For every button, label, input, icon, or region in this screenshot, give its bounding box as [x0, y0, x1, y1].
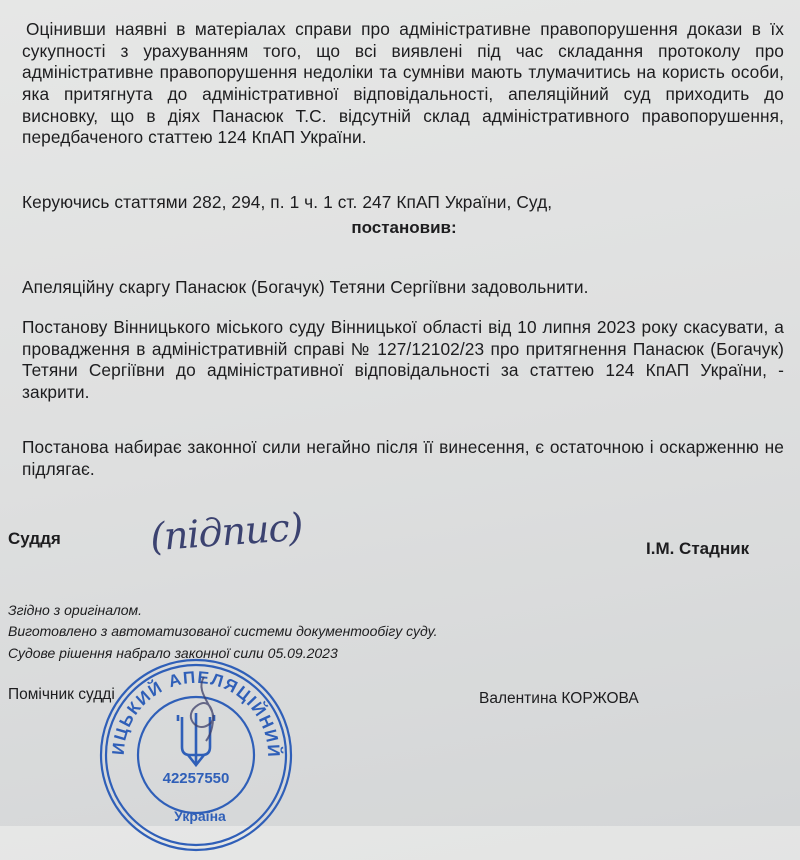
resolution-heading: постановив: — [351, 218, 457, 237]
trident-icon — [178, 713, 214, 765]
seal-arc-text: ИЦЬКИЙ АПЕЛЯЦІЙНИЙ — [108, 667, 284, 759]
certification-line-1: Згідно з оригіналом. — [8, 602, 142, 618]
handwritten-signature-note: (підпис) — [148, 504, 304, 560]
paragraph-legal-basis: Керуючись статтями 282, 294, п. 1 ч. 1 ст. 247 КпАП України, Суд, — [22, 192, 553, 213]
court-seal — [96, 655, 296, 855]
seal-code: 42257550 — [162, 770, 230, 787]
assistant-name: Валентина КОРЖОВА — [479, 690, 639, 707]
judge-title: Суддя — [8, 529, 61, 548]
certification-line-2: Виготовлено з автоматизованої системи документообігу суду. — [8, 623, 438, 639]
certification-line-3: Судове рішення набрало законної сили 05.09.2023 — [8, 645, 338, 661]
assistant-label: Помічник судді — [8, 686, 115, 703]
paragraph-finality: Постанова набирає законної сили негайно після її винесення, є остаточною і оскарженню не підлягає. — [22, 437, 784, 479]
paragraph-decision-cancelled: Постанову Вінницького міського суду Вінницької області від 10 липня 2023 року скасувати, а провадження в адміністративній справі № 127/12102/23 про притягнення Панасюк (Богачук) Тетяни Сергіївни до адміністративної відповідальності за статтею 124 КпАП України, - закрити. — [22, 317, 784, 403]
svg-text:ВІННИЦЬКИЙ АПЕЛЯЦІЙНИЙ СУД — [96, 655, 283, 758]
paragraph-appeal-granted: Апеляційну скаргу Панасюк (Богачук) Тетяни Сергіївни задовольнити. — [22, 277, 589, 298]
seal-country: Україна — [174, 808, 226, 824]
court-seal-icon — [96, 655, 296, 855]
judge-name: І.М. Стадник — [646, 539, 750, 558]
paragraph-reasoning: Оцінивши наявні в матеріалах справи про адміністративне правопорушення докази в їх сукупності з урахуванням того, що всі виявлені під час складання протоколу про адміністративне правопорушення недоліки та сумніви мають тлумачитись на користь особи, яка притягнута до адміністративної відповідальності, апеляційний суд приходить до висновку, що в діях Панасюк Т.С. відсутній склад адміністративного правопорушення, передбаченого статтею 124 КпАП України. — [22, 19, 784, 148]
